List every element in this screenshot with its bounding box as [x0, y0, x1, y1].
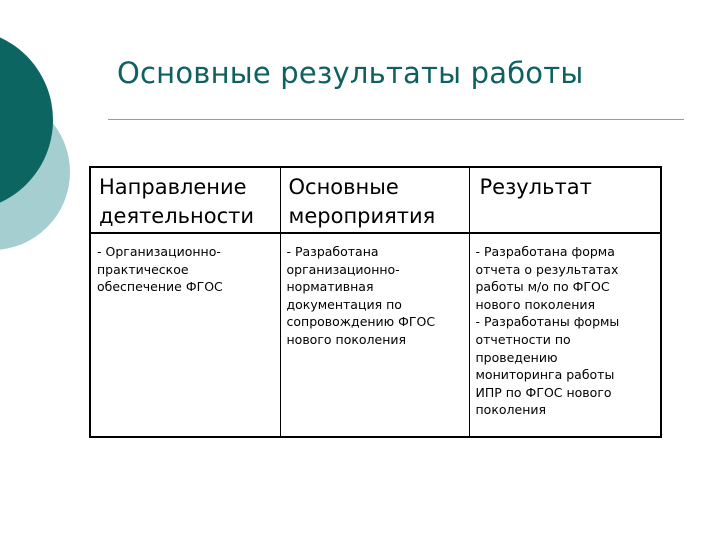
header-line: Основные — [288, 175, 399, 199]
cell-line: практическое — [97, 261, 189, 277]
cell-line: поколения — [475, 402, 547, 418]
cell-activities — [280, 233, 469, 437]
cell-line: мониторинга работы — [475, 367, 615, 383]
cell-line: сопровождению ФГОС — [286, 314, 436, 330]
cell-line: организационно- — [286, 261, 400, 277]
slide-title: Основные результаты работы — [117, 56, 584, 90]
header-result — [469, 167, 661, 233]
header-direction — [90, 167, 280, 233]
title-divider — [108, 119, 684, 120]
cell-line: документация по — [286, 296, 402, 312]
cell-line: отчетности по — [475, 331, 571, 347]
cell-line: нормативная — [286, 279, 374, 295]
header-line: мероприятия — [288, 204, 436, 228]
header-line: Результат — [479, 175, 592, 199]
cell-result — [469, 233, 661, 437]
results-table — [89, 166, 662, 438]
cell-line: отчета о результатах — [475, 261, 619, 277]
table-header-row — [90, 167, 661, 233]
cell-line: - Разработаны формы — [475, 314, 620, 330]
cell-line: ИПР по ФГОС нового — [475, 384, 612, 400]
header-line: Направление — [99, 175, 247, 199]
header-activities — [280, 167, 469, 233]
cell-line: обеспечение ФГОС — [97, 279, 223, 295]
header-line: деятельности — [99, 204, 255, 228]
cell-line: работы м/о по ФГОС — [475, 279, 610, 295]
table-row — [90, 233, 661, 437]
cell-direction — [90, 233, 280, 437]
cell-line: нового поколения — [475, 296, 596, 312]
cell-line: нового поколения — [286, 331, 407, 347]
cell-line: - Организационно- — [97, 244, 221, 259]
cell-line: - Разработана — [286, 244, 379, 259]
cell-line: - Разработана форма — [475, 244, 615, 259]
cell-line: проведению — [475, 349, 558, 365]
